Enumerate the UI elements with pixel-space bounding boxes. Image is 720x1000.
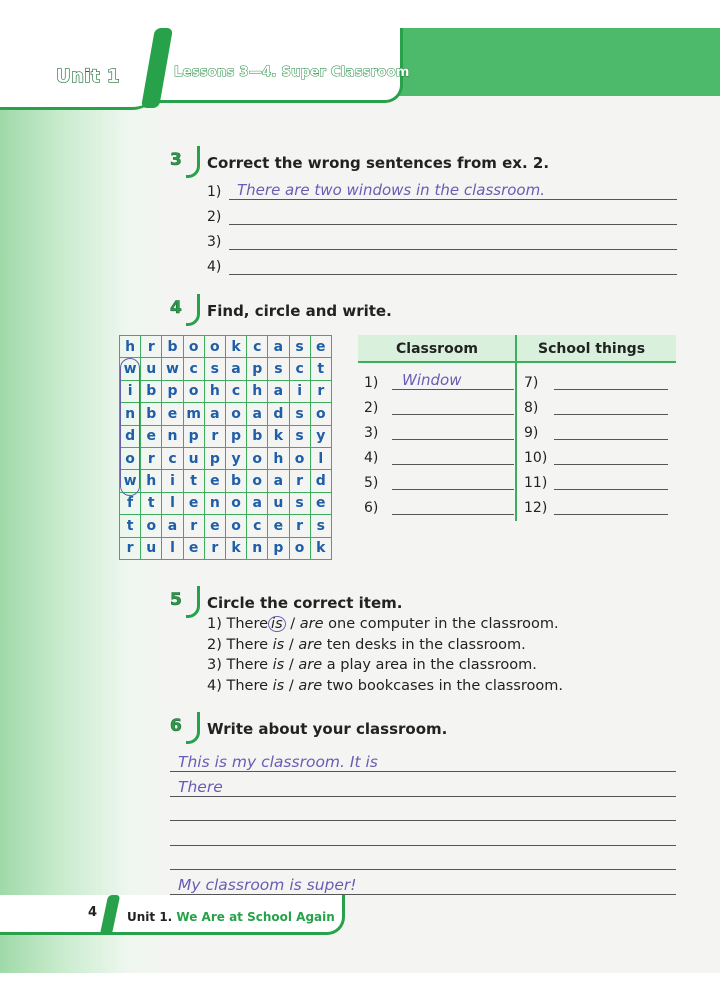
item-number: 2) <box>364 400 379 416</box>
grid-letter[interactable]: o <box>247 447 268 469</box>
writing-line[interactable] <box>170 748 676 772</box>
sentence-start: There <box>226 657 269 673</box>
grid-letter[interactable]: b <box>225 470 246 492</box>
sentence-number: 3) <box>207 657 222 673</box>
grid-letter[interactable]: k <box>310 537 331 559</box>
grid-letter[interactable]: s <box>268 358 289 380</box>
circle-sentence <box>207 678 563 694</box>
grid-letter[interactable]: t <box>141 492 162 514</box>
table-answer-line[interactable] <box>364 471 514 491</box>
grid-letter[interactable]: p <box>247 358 268 380</box>
grid-letter[interactable]: s <box>289 403 310 425</box>
sentence-start: There <box>226 636 269 653</box>
item-number: 1) <box>364 375 379 391</box>
grid-letter[interactable]: c <box>225 380 246 402</box>
option-is[interactable]: is <box>272 636 285 653</box>
handwritten-text: My classroom is super! <box>178 876 357 894</box>
table-answer-line[interactable] <box>524 471 668 491</box>
grid-letter[interactable]: c <box>247 515 268 537</box>
option-separator: / <box>288 677 294 694</box>
grid-letter[interactable]: h <box>141 470 162 492</box>
grid-letter[interactable]: y <box>225 447 246 469</box>
answer-rule <box>229 199 677 200</box>
exercise-4-number <box>170 298 200 326</box>
grid-letter[interactable]: o <box>141 515 162 537</box>
writing-line[interactable] <box>170 846 676 870</box>
answer-rule <box>554 489 668 490</box>
grid-letter[interactable]: p <box>162 380 183 402</box>
grid-letter[interactable]: b <box>247 425 268 447</box>
table-answer-line[interactable] <box>364 496 514 516</box>
writing-line[interactable] <box>170 871 676 895</box>
exercise-5-number <box>170 590 200 618</box>
grid-letter[interactable]: p <box>268 537 289 559</box>
page-number: 4 <box>88 905 98 920</box>
table-answer-line[interactable] <box>524 446 668 466</box>
footer-unit-title <box>127 910 335 924</box>
table-answer-line[interactable] <box>364 371 514 391</box>
grid-letter[interactable]: c <box>162 447 183 469</box>
line-number: 4) <box>207 259 222 275</box>
grid-letter[interactable]: b <box>162 336 183 358</box>
answer-rule <box>392 414 514 415</box>
grid-letter[interactable]: u <box>141 358 162 380</box>
answer-rule <box>554 464 668 465</box>
handwritten-text: There <box>178 777 223 796</box>
grid-letter[interactable]: b <box>141 380 162 402</box>
exercise-number-text: 6 <box>170 716 182 736</box>
circle-sentence <box>207 616 559 632</box>
grid-letter[interactable]: o <box>120 447 141 469</box>
footer-unit-name: We Are at School Again <box>176 910 335 924</box>
grid-letter[interactable]: w <box>120 470 141 492</box>
grid-letter[interactable]: o <box>289 447 310 469</box>
line-number: 2) <box>207 209 222 225</box>
grid-letter[interactable]: y <box>310 425 331 447</box>
item-number: 5) <box>364 475 379 491</box>
writing-line[interactable] <box>170 797 676 821</box>
answer-rule <box>392 389 514 390</box>
answer-rule <box>392 489 514 490</box>
answer-rule <box>554 414 668 415</box>
answer-rule <box>554 389 668 390</box>
column-divider <box>515 335 517 521</box>
grid-letter[interactable]: s <box>289 425 310 447</box>
word-search-grid[interactable] <box>119 335 332 560</box>
grid-letter[interactable]: d <box>120 425 141 447</box>
exercise-number-text: 4 <box>170 298 182 318</box>
option-are[interactable]: are <box>299 616 324 632</box>
sentence-end: one computer in the classroom. <box>328 616 559 632</box>
grid-letter[interactable]: a <box>268 470 289 492</box>
ex3-line-4[interactable] <box>207 255 677 277</box>
grid-letter[interactable]: p <box>204 447 225 469</box>
grid-row <box>120 492 332 514</box>
exercise-3-number <box>170 150 200 178</box>
handwritten-answer: There are two windows in the classroom. <box>237 181 545 199</box>
grid-letter[interactable]: a <box>247 403 268 425</box>
grid-letter[interactable]: u <box>268 492 289 514</box>
option-separator: / <box>288 636 294 653</box>
unit-number: 1 <box>107 66 121 87</box>
exercise-4-title: Find, circle and write. <box>207 302 392 320</box>
grid-letter[interactable]: r <box>204 425 225 447</box>
grid-letter[interactable]: r <box>141 447 162 469</box>
option-is[interactable]: is <box>272 677 285 694</box>
answer-rule <box>229 249 677 250</box>
grid-letter[interactable]: k <box>225 537 246 559</box>
grid-row <box>120 470 332 492</box>
bracket-icon <box>186 294 200 326</box>
grid-letter[interactable]: h <box>247 380 268 402</box>
sentence-start: There <box>226 616 269 632</box>
grid-letter[interactable]: h <box>120 336 141 358</box>
line-number: 1) <box>207 184 222 200</box>
ex3-line-2[interactable] <box>207 205 677 227</box>
table-answer-line[interactable] <box>524 371 668 391</box>
grid-letter[interactable]: o <box>225 515 246 537</box>
column-header-classroom: Classroom <box>396 341 478 357</box>
option-are[interactable]: are <box>298 636 323 653</box>
classification-table <box>358 335 676 521</box>
bracket-icon <box>186 712 200 744</box>
column-header-school-things: School things <box>538 341 646 357</box>
item-number: 3) <box>364 425 379 441</box>
option-is[interactable]: is <box>268 616 286 632</box>
grid-letter[interactable]: t <box>120 515 141 537</box>
option-separator: / <box>288 657 294 673</box>
grid-letter[interactable]: o <box>310 403 331 425</box>
lesson-title: Lessons 3—4. Super Classroom <box>174 65 410 80</box>
bracket-icon <box>186 586 200 618</box>
grid-letter[interactable]: d <box>268 403 289 425</box>
answer-rule <box>554 439 668 440</box>
grid-letter[interactable]: n <box>162 425 183 447</box>
grid-letter[interactable]: n <box>120 403 141 425</box>
grid-letter[interactable]: e <box>310 336 331 358</box>
grid-letter[interactable]: e <box>268 515 289 537</box>
exercise-6-number <box>170 716 200 744</box>
answer-rule <box>392 464 514 465</box>
grid-letter[interactable]: a <box>268 380 289 402</box>
table-answer-line[interactable] <box>364 421 514 441</box>
grid-row <box>120 380 332 402</box>
grid-letter[interactable]: t <box>183 470 204 492</box>
grid-letter[interactable]: u <box>141 537 162 559</box>
grid-row <box>120 447 332 469</box>
grid-letter[interactable]: s <box>289 336 310 358</box>
grid-letter[interactable]: n <box>247 537 268 559</box>
exercise-6-title: Write about your classroom. <box>207 720 448 738</box>
grid-row <box>120 403 332 425</box>
option-are[interactable]: are <box>298 657 323 673</box>
grid-letter[interactable]: n <box>204 492 225 514</box>
grid-letter[interactable]: e <box>310 492 331 514</box>
exercise-5-title: Circle the correct item. <box>207 594 403 612</box>
exercise-3-title: Correct the wrong sentences from ex. 2. <box>207 154 550 172</box>
grid-letter[interactable]: e <box>183 537 204 559</box>
grid-letter[interactable]: c <box>289 358 310 380</box>
grid-letter[interactable]: a <box>162 515 183 537</box>
item-number: 4) <box>364 450 379 466</box>
grid-letter[interactable]: t <box>310 358 331 380</box>
sentence-number: 1) <box>207 616 222 632</box>
item-number: 8) <box>524 400 539 416</box>
grid-letter[interactable]: m <box>183 403 204 425</box>
option-is[interactable]: is <box>272 657 285 673</box>
option-separator: / <box>290 616 296 632</box>
table-answer-line[interactable] <box>524 421 668 441</box>
grid-letter[interactable]: r <box>289 470 310 492</box>
grid-letter[interactable]: r <box>141 336 162 358</box>
grid-letter[interactable]: w <box>120 358 141 380</box>
grid-letter[interactable]: s <box>204 358 225 380</box>
grid-letter[interactable]: e <box>141 425 162 447</box>
writing-line[interactable] <box>170 773 676 797</box>
table-header <box>358 335 676 363</box>
writing-line[interactable] <box>170 822 676 846</box>
grid-letter[interactable]: a <box>204 403 225 425</box>
answer-rule <box>392 514 514 515</box>
bracket-icon <box>186 146 200 178</box>
grid-letter[interactable]: i <box>120 380 141 402</box>
sentence-number: 4) <box>207 677 222 694</box>
grid-letter[interactable]: o <box>183 380 204 402</box>
grid-letter[interactable]: a <box>268 336 289 358</box>
grid-letter[interactable]: e <box>162 403 183 425</box>
item-number: 11) <box>524 475 548 491</box>
grid-letter[interactable]: u <box>183 447 204 469</box>
table-answer-line[interactable] <box>364 446 514 466</box>
exercise-number-text: 3 <box>170 150 182 170</box>
grid-letter[interactable]: e <box>204 470 225 492</box>
grid-letter[interactable]: r <box>289 515 310 537</box>
handwritten-answer: Window <box>402 371 462 389</box>
grid-letter[interactable]: p <box>225 425 246 447</box>
grid-letter[interactable]: h <box>268 447 289 469</box>
grid-letter[interactable]: o <box>247 470 268 492</box>
circled-word-window <box>120 358 140 496</box>
ex3-line-3[interactable] <box>207 230 677 252</box>
item-number: 10) <box>524 450 548 466</box>
ex3-line-1[interactable] <box>207 180 677 202</box>
sentence-end: a play area in the classroom. <box>326 657 537 673</box>
answer-rule <box>229 224 677 225</box>
answer-rule <box>392 439 514 440</box>
handwritten-text: This is my classroom. It is <box>178 753 378 771</box>
grid-letter[interactable]: s <box>289 492 310 514</box>
table-answer-line[interactable] <box>364 396 514 416</box>
grid-letter[interactable]: l <box>162 537 183 559</box>
grid-letter[interactable]: r <box>183 515 204 537</box>
grid-letter[interactable]: c <box>247 336 268 358</box>
line-number: 3) <box>207 234 222 250</box>
grid-letter[interactable]: o <box>225 403 246 425</box>
table-answer-line[interactable] <box>524 496 668 516</box>
option-are[interactable]: are <box>298 677 323 694</box>
grid-letter[interactable]: i <box>289 380 310 402</box>
grid-letter[interactable]: a <box>247 492 268 514</box>
item-number: 9) <box>524 425 539 441</box>
grid-letter[interactable]: i <box>162 470 183 492</box>
unit-badge <box>56 66 120 87</box>
exercise-number-text: 5 <box>170 590 182 610</box>
item-number: 6) <box>364 500 379 516</box>
grid-letter[interactable]: e <box>204 515 225 537</box>
grid-letter[interactable]: l <box>310 447 331 469</box>
grid-letter[interactable]: s <box>310 515 331 537</box>
grid-letter[interactable]: w <box>162 358 183 380</box>
grid-letter[interactable]: c <box>183 358 204 380</box>
grid-letter[interactable]: b <box>141 403 162 425</box>
grid-row <box>120 515 332 537</box>
sentence-end: two bookcases in the classroom. <box>326 677 563 694</box>
table-answer-line[interactable] <box>524 396 668 416</box>
grid-letter[interactable]: o <box>225 492 246 514</box>
grid-letter[interactable]: o <box>289 537 310 559</box>
grid-letter[interactable]: l <box>162 492 183 514</box>
grid-letter[interactable]: p <box>183 425 204 447</box>
circle-sentence <box>207 657 537 673</box>
grid-letter[interactable]: o <box>204 336 225 358</box>
answer-rule <box>554 514 668 515</box>
item-number: 7) <box>524 375 539 391</box>
grid-row <box>120 425 332 447</box>
circle-sentence <box>207 637 526 653</box>
footer-unit: Unit 1. <box>127 910 173 924</box>
grid-letter[interactable]: r <box>310 380 331 402</box>
grid-row <box>120 358 332 380</box>
item-number: 12) <box>524 500 548 516</box>
grid-letter[interactable]: k <box>268 425 289 447</box>
grid-letter[interactable]: a <box>225 358 246 380</box>
grid-letter[interactable]: f <box>120 492 141 514</box>
grid-letter[interactable]: o <box>183 336 204 358</box>
grid-row <box>120 537 332 559</box>
answer-rule <box>229 274 677 275</box>
grid-row <box>120 336 332 358</box>
grid-letter[interactable]: k <box>225 336 246 358</box>
grid-letter[interactable]: e <box>183 492 204 514</box>
sentence-start: There <box>226 677 269 694</box>
unit-label: Unit <box>56 66 101 87</box>
grid-letter[interactable]: r <box>204 537 225 559</box>
grid-letter[interactable]: r <box>120 537 141 559</box>
sentence-end: ten desks in the classroom. <box>326 636 526 653</box>
grid-letter[interactable]: h <box>204 380 225 402</box>
sentence-number: 2) <box>207 636 222 653</box>
grid-letter[interactable]: d <box>310 470 331 492</box>
